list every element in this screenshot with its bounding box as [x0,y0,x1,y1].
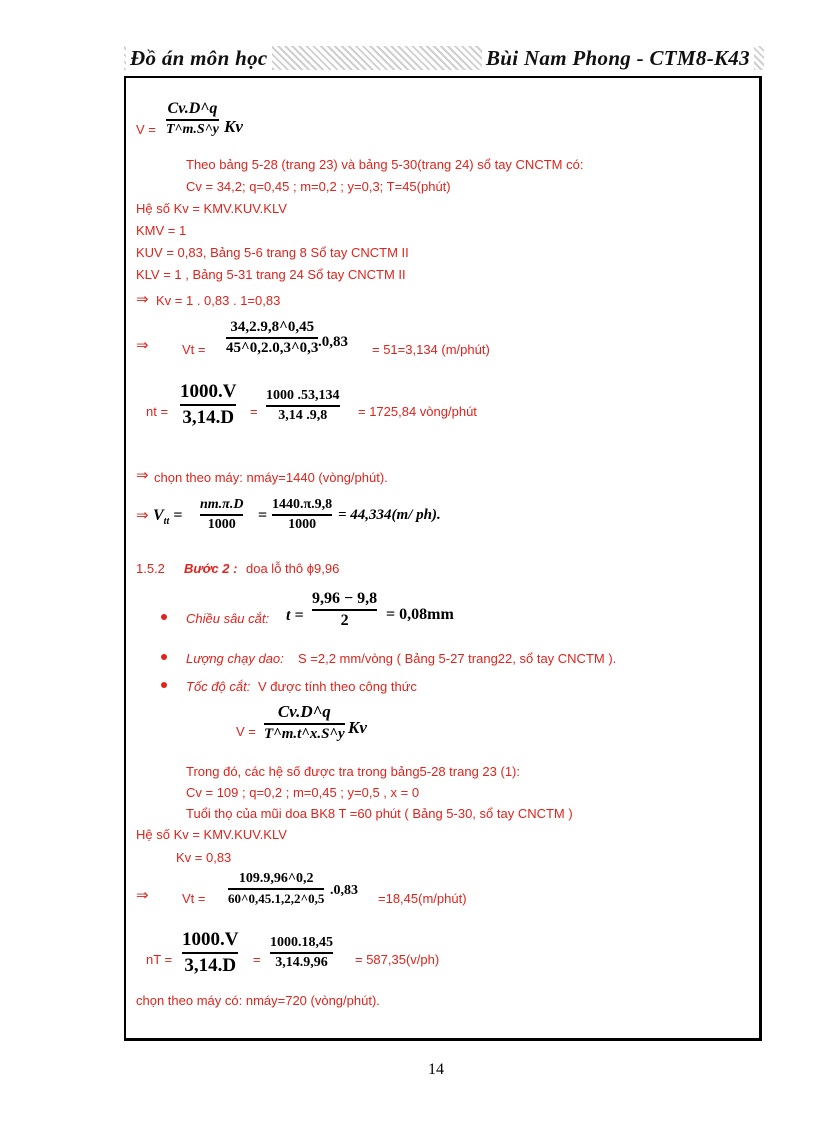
heading-text: doa lỗ thô ϕ9,96 [246,561,340,576]
bullet-icon [161,682,167,688]
v2-num: Cv.D^q [277,702,331,721]
nt-num2: 1000 .53,134 [266,388,340,403]
nt-label: nt = [146,404,169,419]
bullet2-label: Lượng chạy dao: [186,651,284,666]
bullet-icon [161,654,167,660]
line-kuv: KUV = 0,83, Bảng 5-6 trang 8 Sổ tay CNCTM II [136,245,409,260]
vt2-fraction [228,871,324,907]
nt2-num2: 1000.18,45 [270,935,333,950]
line-he-so: Hệ số Kv = KMV.KUV.KLV [136,201,287,216]
vt2-factor: .0,83 [330,883,358,898]
v2-lhs: V = [236,724,256,739]
line-kv2: Kv = 0,83 [176,850,232,865]
bullet1-num: 9,96 − 9,8 [312,590,378,607]
vtt-label: $V_{tt}$ = [153,507,183,528]
nt2-den2: 3,14.9,96 [275,954,328,970]
nt-fraction-1 [180,381,236,429]
implies-arrow-icon: ⇒ [136,466,149,484]
bullet1-fraction [312,590,377,630]
fraction-bar [182,952,238,954]
line-cv2: Cv = 109 ; q=0,2 ; m=0,45 ; y=0,5 , x = 0 [186,785,420,800]
vtt-fraction-2 [272,497,332,533]
nt-fraction-2 [266,388,340,424]
v2-k: Kv [348,718,367,737]
nt-num1: 1000.V [180,381,237,402]
bullet1-t: t = [286,607,304,624]
implies-arrow-icon: ⇒ [136,290,149,308]
vtt-num1: nm.π.D [200,497,244,512]
line-tuoi-tho: Tuổi thọ của mũi doa BK8 T =60 phút ( Bảng 5-30, sổ tay CNCTM ) [186,806,573,821]
vtt-num2: 1440.π.9,8 [272,497,333,512]
v2-fraction [264,702,345,743]
fraction-bar [228,888,324,890]
line-trong-do: Trong đó, các hệ số được tra trong bảng5-28 trang 23 (1): [186,764,520,779]
chon-may2: chọn theo máy có: nmáy=720 (vòng/phút). [136,993,380,1008]
nt2-fraction-1 [182,929,238,977]
vt2-result: =18,45(m/phút) [378,891,467,906]
vtt-result: = 44,334(m/ ph). [338,507,441,523]
vtt-fraction-1 [200,497,243,533]
implies-arrow-icon: ⇒ [136,336,149,354]
line-he-so2: Hệ số Kv = KMV.KUV.KLV [136,827,287,842]
nt2-label: nT = [146,952,173,967]
line-klv: KLV = 1 , Bảng 5-31 trang 24 Sổ tay CNCTM II [136,267,406,282]
vt-fraction [226,319,318,357]
nt2-den1: 3,14.D [184,954,237,976]
bullet3-text: V được tính theo công thức [258,679,417,694]
fraction-bar [166,119,219,121]
line-theo-bang: Theo bảng 5-28 (trang 23) và bảng 5-30(trang 24) sổ tay CNCTM có: [186,157,584,172]
nt-eq: = [250,404,258,419]
implies-arrow-icon: ⇒ [136,506,149,524]
chon-may: chọn theo máy: nmáy=1440 (vòng/phút). [154,470,388,485]
implies-arrow-icon: ⇒ [136,886,149,904]
v-formula-lhs: V = [136,122,156,137]
bullet-icon [161,614,167,620]
vt-num: 34,2.9,8^0,45 [230,319,315,335]
fraction-bar [200,514,243,516]
vt-label: Vt = [182,342,206,357]
v-formula-k: Kv [224,117,243,136]
vt2-num: 109.9,96^0,2 [238,871,314,886]
bullet1-result: = 0,08mm [386,606,454,623]
fraction-bar [264,723,345,725]
bullet2-text: S =2,2 mm/vòng ( Bảng 5-27 trang22, sổ tay CNCTM ). [298,651,617,666]
vtt-den2: 1000 [288,516,317,532]
nt-den1: 3,14.D [182,406,235,428]
bullet3-label: Tốc độ cắt: [186,679,251,694]
bullet1-label: Chiều sâu cắt: [186,611,270,626]
vt2-den: 60^0,45.1,2,2^0,5 [228,890,325,906]
vt-result: = 51=3,134 (m/phút) [372,342,490,357]
page-number: 14 [428,1061,444,1078]
heading-step: Bước 2 : [184,561,238,576]
v2-den: T^m.t^x.S^y [264,725,345,742]
fraction-bar [270,952,333,954]
line-kv-result: Kv = 1 . 0,83 . 1=0,83 [156,293,281,308]
line-cv: Cv = 34,2; q=0,45 ; m=0,2 ; y=0,3; T=45(phút) [186,179,451,194]
vtt-den1: 1000 [207,516,236,532]
nt2-eq: = [253,952,261,967]
heading-num: 1.5.2 [136,561,165,576]
fraction-bar [180,404,236,406]
vtt-eq: = [258,507,268,524]
nt-result: = 1725,84 vòng/phút [358,404,477,419]
nt2-fraction-2 [270,935,333,971]
fraction-bar [266,405,340,407]
vt-den: 45^0,2.0,3^0,3 [226,339,319,356]
header-right-title: Bùi Nam Phong - CTM8-K43 [482,46,754,71]
vt2-label: Vt = [182,891,206,906]
header-left-title: Đồ án môn học [126,46,272,71]
bullet1-den: 2 [340,611,349,629]
fraction-bar [272,514,332,516]
nt-den2: 3,14 .9,8 [278,407,328,423]
vt-factor: .0,83 [318,334,348,350]
v-formula-fraction [166,100,219,138]
line-kmv: KMV = 1 [136,223,187,238]
v-formula-num: Cv.D^q [167,100,218,117]
fraction-bar [226,337,318,339]
nt2-result: = 587,35(v/ph) [355,952,440,967]
v-formula-den: T^m.S^y [166,121,219,137]
nt2-num1: 1000.V [182,929,239,950]
fraction-bar [312,609,377,611]
